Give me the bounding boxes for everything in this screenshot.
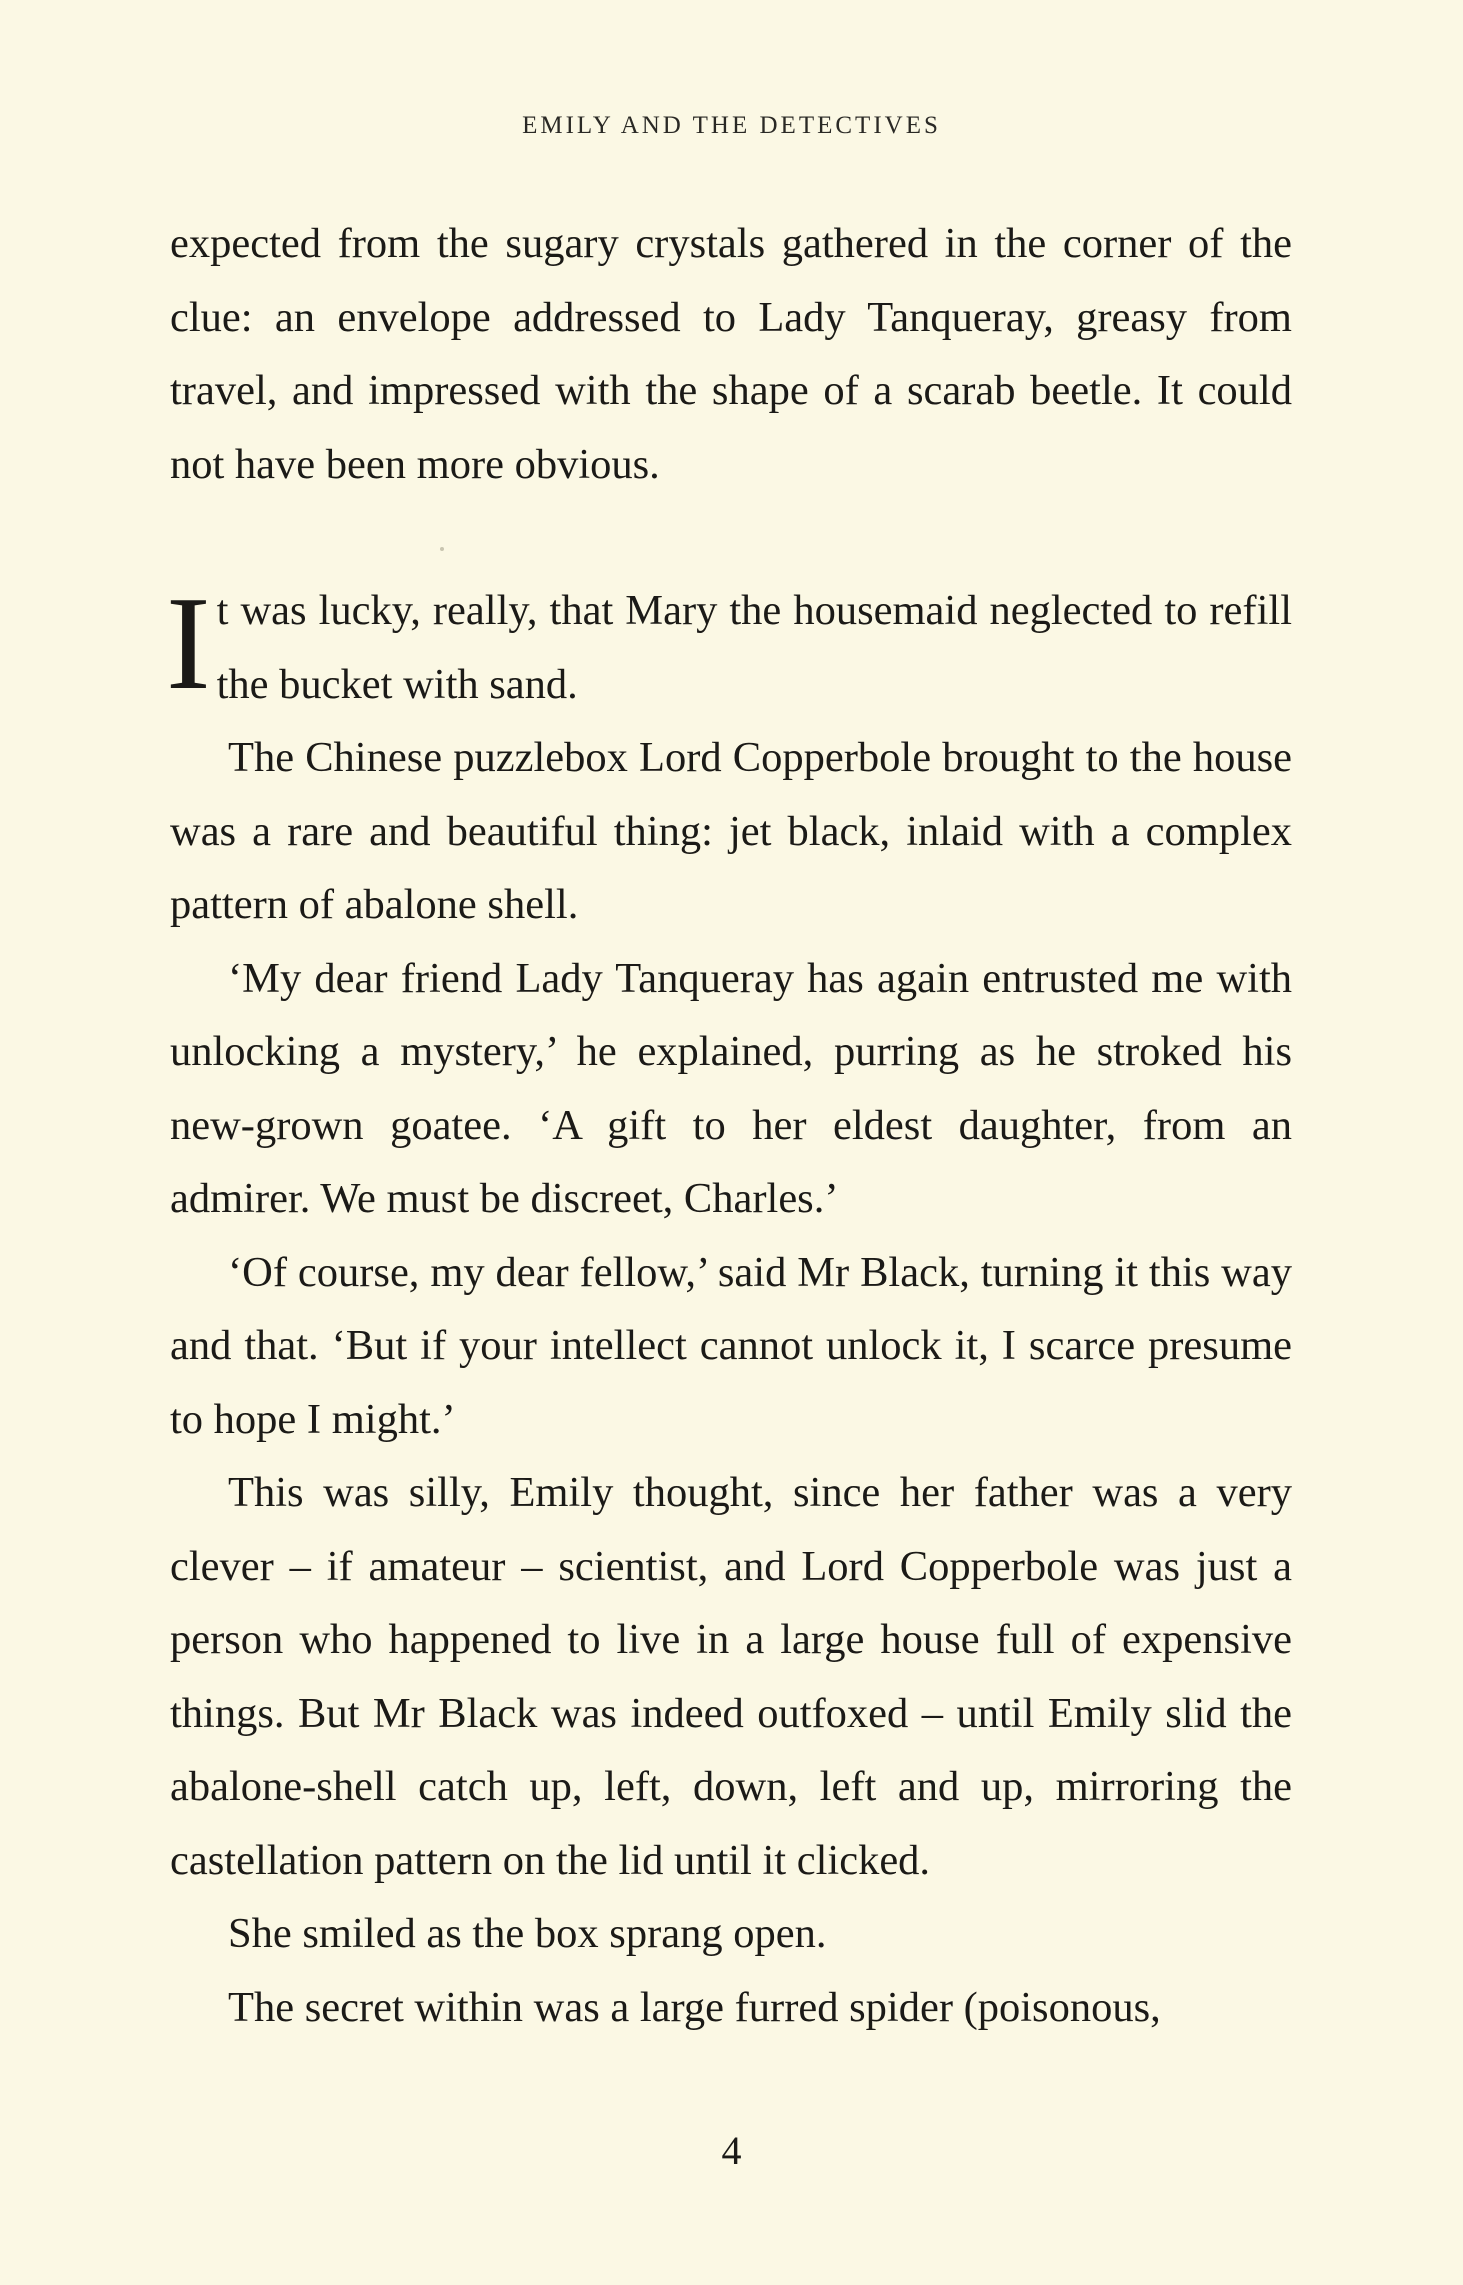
paragraph-copperbole-speech: ‘My dear friend Lady Tanqueray has again entrusted me with unlocking a mystery,’ he explained, purring as he stroked his new-grown goatee. ‘A gift to her eldest daughter, from an admirer. We must be discreet, Charles.’ bbox=[170, 954, 1292, 1222]
page-number: 4 bbox=[721, 2128, 742, 2173]
paragraph-dropcap bbox=[166, 569, 1292, 721]
paragraph-continuation: expected from the sugary crystals gathered in the corner of the clue: an envelope addressed to Lady Tanqueray, greasy from travel, and impressed with the shape of a scarab beetle. It could not have been more obvious. bbox=[170, 220, 1292, 488]
section-break bbox=[170, 501, 1292, 574]
paragraph-box-open: She smiled as the box sprang open. bbox=[228, 1910, 827, 1957]
body-text bbox=[166, 207, 1292, 2044]
paragraph-mr-black-speech: ‘Of course, my dear fellow,’ said Mr Black, turning it this way and that. ‘But if your intellect cannot unlock it, I scarce presume to hope I might.’ bbox=[170, 1248, 1292, 1443]
paragraph-puzzlebox: The Chinese puzzlebox Lord Copperbole brought to the house was a rare and beautiful thing: jet black, inlaid with a complex pattern of abalone shell. bbox=[170, 734, 1292, 928]
paragraph-emily-thought: This was silly, Emily thought, since her father was a very clever – if amateur – scientist, and Lord Copperbole was just a person who happened to live in a large house full of expensive things. But Mr Black was indeed outfoxed – until Emily slid the abalone-shell catch up, left, down, left and up, mirroring the castellation pattern on the lid until it clicked. bbox=[170, 1469, 1292, 1884]
paragraph-dropcap-text: t was lucky, really, that Mary the housemaid neglected to refill the bucket with sand. bbox=[216, 587, 1292, 708]
running-header: EMILY AND THE DETECTIVES bbox=[522, 112, 941, 139]
drop-cap: I bbox=[166, 569, 211, 717]
paragraph-spider: The secret within was a large furred spider (poisonous, bbox=[228, 1983, 1161, 2031]
paper-speck bbox=[440, 547, 444, 551]
